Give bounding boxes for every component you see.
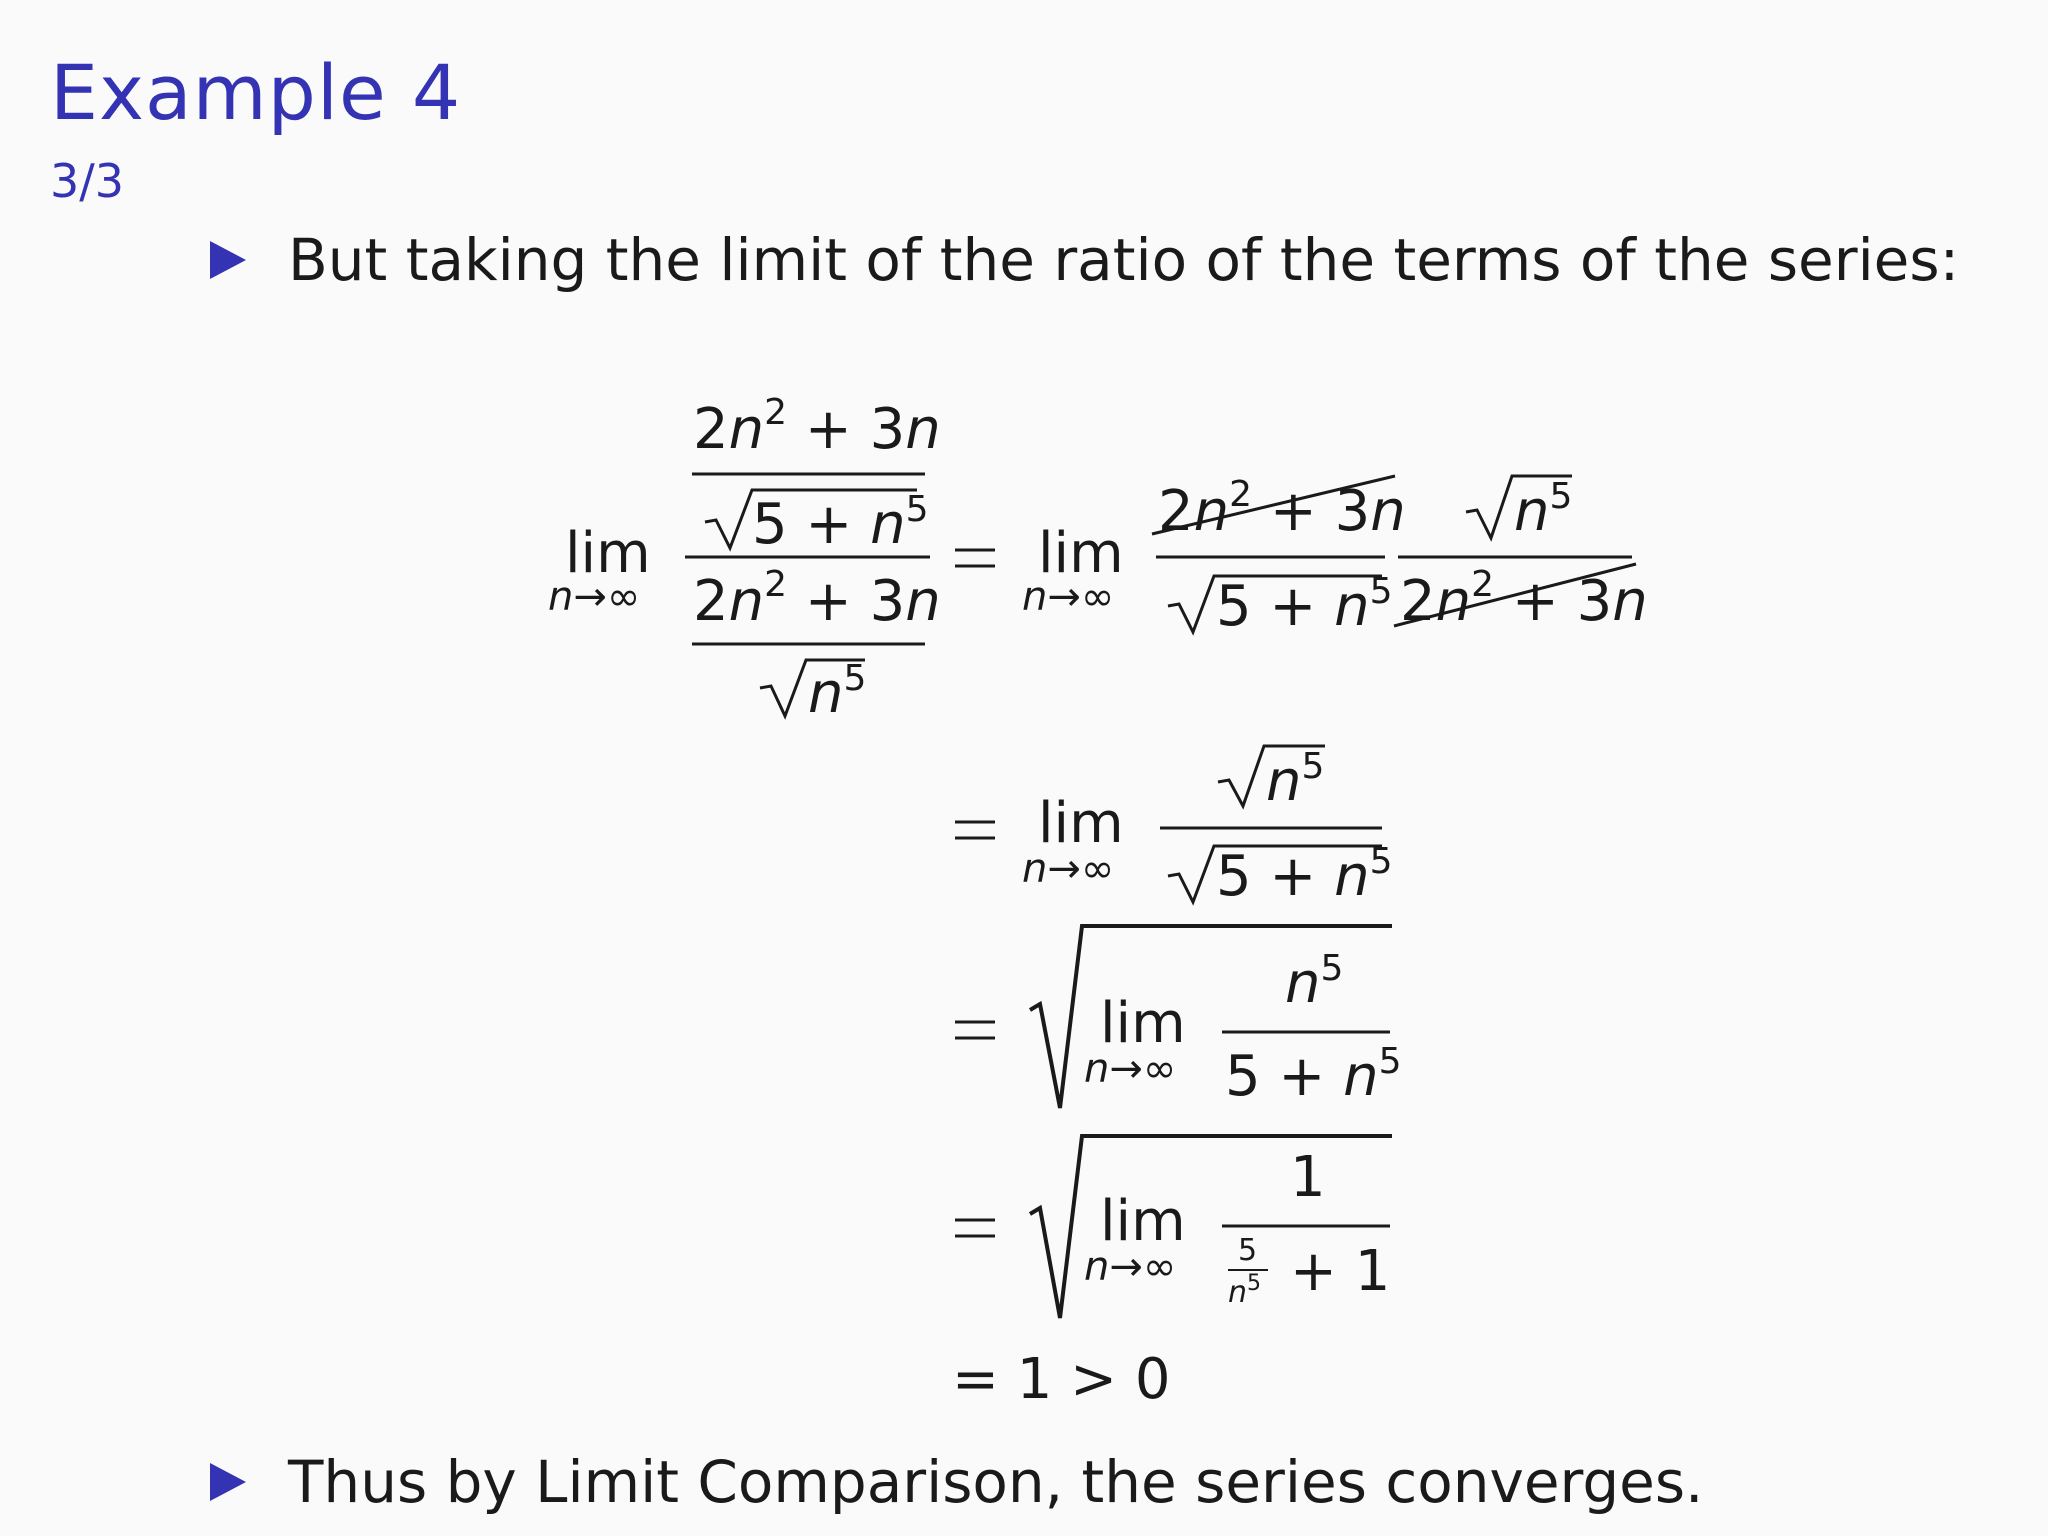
svg-text:2n2 + 3n: $2n^2 + 3n$ (1158, 474, 1406, 544)
svg-text:lim: lim (1038, 791, 1124, 856)
svg-text:5 + n5: $5 + n^5$ (1216, 571, 1393, 639)
math-row-1-rhs (955, 474, 1648, 639)
svg-text:n5: $n^5$ (808, 658, 867, 726)
svg-text:5 + n5: $5 + n^5$ (752, 489, 929, 557)
math-row-1-lhs (548, 392, 941, 726)
svg-text:n→∞: n→∞ (1022, 846, 1115, 892)
bullet-text-2: Thus by Limit Comparison, the series converges. (288, 1448, 1704, 1516)
lim-subscript: n→∞ (548, 574, 641, 620)
svg-text:5: 5 (1238, 1233, 1258, 1268)
lim-operator: lim (565, 521, 651, 586)
slide-title: Example 4 (50, 48, 462, 137)
bullet-text-1: But taking the limit of the ratio of the terms of the series: (288, 226, 1960, 294)
svg-text:2n2 + 3n: $2n^2 + 3n$ (693, 392, 941, 462)
slide-subtitle: 3/3 (50, 154, 125, 208)
math-row-5 (952, 1347, 1171, 1412)
svg-text:n5: $n^5$ (1514, 476, 1573, 544)
bullet-triangle-icon (210, 1463, 246, 1501)
svg-text:5 + n5: $5 + n^5$ (1225, 1041, 1402, 1109)
math-row-4 (955, 1136, 1392, 1318)
svg-text:+ 1: + 1 (1290, 1239, 1391, 1304)
svg-text:lim: lim (1038, 521, 1124, 586)
svg-text:n5: $n^5$ (1266, 746, 1325, 814)
final-result: = 1 > 0 (952, 1347, 1171, 1412)
bullet-item-2 (210, 1448, 1703, 1516)
svg-text:lim: lim (1100, 1189, 1186, 1254)
svg-text:2n2 + 3n: $2n^2 + 3n$ (1400, 564, 1648, 634)
svg-text:1: 1 (1290, 1145, 1326, 1210)
svg-text:2n2 + 3n: $2n^2 + 3n$ (693, 564, 941, 634)
svg-text:n→∞: n→∞ (1084, 1244, 1177, 1290)
svg-text:n→∞: n→∞ (1022, 574, 1115, 620)
svg-text:5 + n5: $5 + n^5$ (1216, 841, 1393, 909)
math-row-2 (955, 746, 1393, 909)
math-row-3 (955, 926, 1402, 1109)
svg-text:lim: lim (1100, 991, 1186, 1056)
svg-text:n→∞: n→∞ (1084, 1046, 1177, 1092)
svg-text:n5: $n^5$ (1285, 948, 1344, 1016)
svg-text:n5: $n^5$ (1228, 1271, 1262, 1310)
